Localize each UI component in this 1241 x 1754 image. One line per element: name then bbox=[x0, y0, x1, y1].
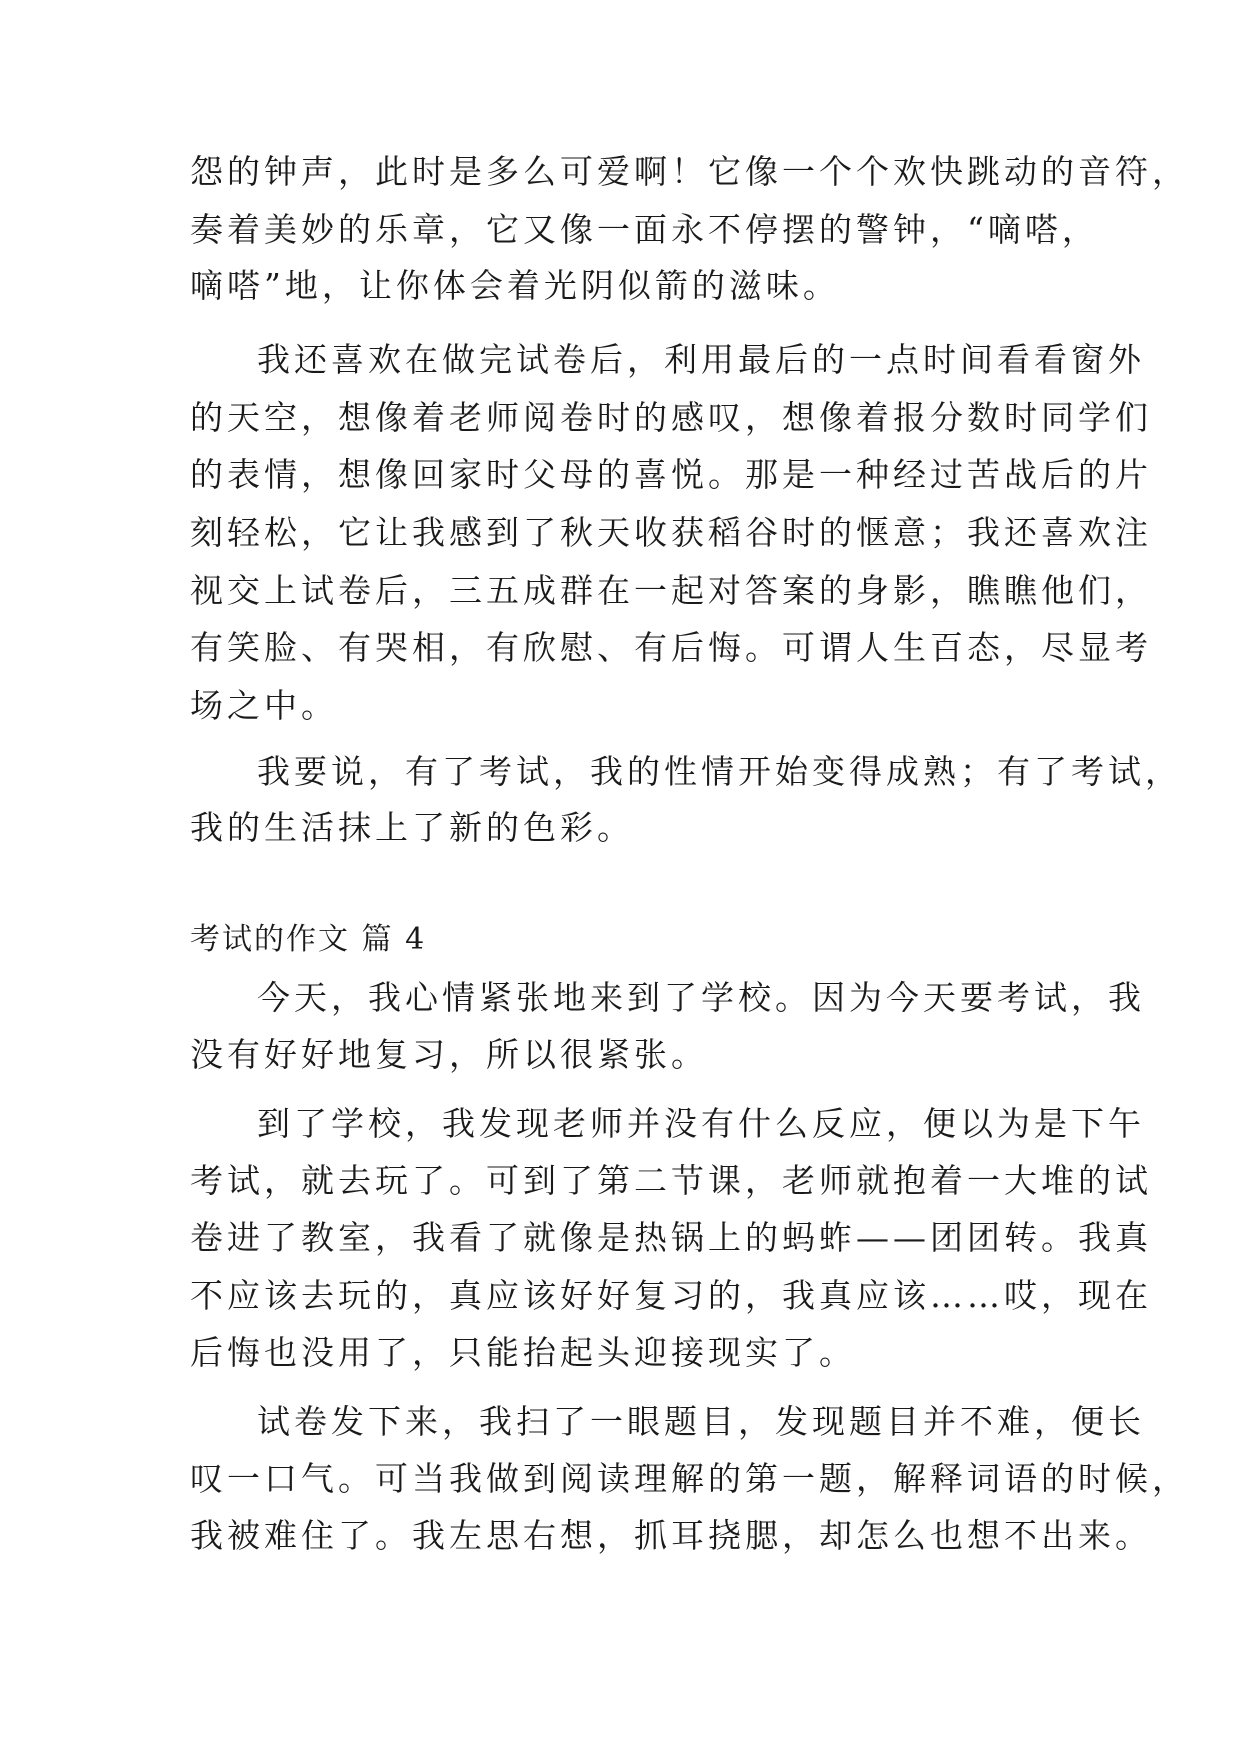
paragraph-first-line: 到了学校，我发现老师并没有什么反应，便以为是下午 bbox=[257, 1104, 1145, 1143]
text-line: 考试，就去玩了。可到了第二节课，老师就抱着一大堆的试 bbox=[190, 1161, 1152, 1200]
text-line: 的天空，想像着老师阅卷时的感叹，想像着报分数时同学们 bbox=[190, 398, 1152, 437]
text-line: 怨的钟声，此时是多么可爱啊！它像一个个欢快跳动的音符， bbox=[190, 152, 1189, 191]
text-line: 卷进了教室，我看了就像是热锅上的蚂蚱——团团转。我真 bbox=[190, 1218, 1152, 1257]
paragraph-first-line: 今天，我心情紧张地来到了学校。因为今天要考试，我 bbox=[257, 978, 1145, 1017]
text-line: 的表情，想像回家时父母的喜悦。那是一种经过苦战后的片 bbox=[190, 455, 1152, 494]
text-line: 我被难住了。我左思右想，抓耳挠腮，却怎么也想不出来。 bbox=[190, 1516, 1152, 1555]
text-line: 视交上试卷后，三五成群在一起对答案的身影，瞧瞧他们， bbox=[190, 571, 1152, 610]
section-heading: 考试的作文 篇 4 bbox=[190, 922, 427, 957]
text-line: 场之中。 bbox=[190, 686, 338, 725]
text-line: 后悔也没用了，只能抬起头迎接现实了。 bbox=[190, 1333, 856, 1372]
text-line: 奏着美妙的乐章，它又像一面永不停摆的警钟，“嘀嗒， bbox=[190, 210, 1099, 249]
text-line: 刻轻松，它让我感到了秋天收获稻谷时的惬意；我还喜欢注 bbox=[190, 513, 1152, 552]
text-line: 有笑脸、有哭相，有欣慰、有后悔。可谓人生百态，尽显考 bbox=[190, 628, 1152, 667]
text-line: 叹一口气。可当我做到阅读理解的第一题，解释词语的时候， bbox=[190, 1459, 1189, 1498]
paragraph-first-line: 试卷发下来，我扫了一眼题目，发现题目并不难，便长 bbox=[257, 1402, 1145, 1441]
text-line: 不应该去玩的，真应该好好复习的，我真应该……哎，现在 bbox=[190, 1276, 1152, 1315]
paragraph-first-line: 我还喜欢在做完试卷后，利用最后的一点时间看看窗外 bbox=[257, 340, 1145, 379]
text-line: 我的生活抹上了新的色彩。 bbox=[190, 808, 634, 847]
text-line: 嘀嗒”地，让你体会着光阴似箭的滋味。 bbox=[190, 266, 840, 305]
paragraph-first-line: 我要说，有了考试，我的性情开始变得成熟；有了考试， bbox=[257, 752, 1182, 791]
text-line: 没有好好地复习，所以很紧张。 bbox=[190, 1035, 708, 1074]
